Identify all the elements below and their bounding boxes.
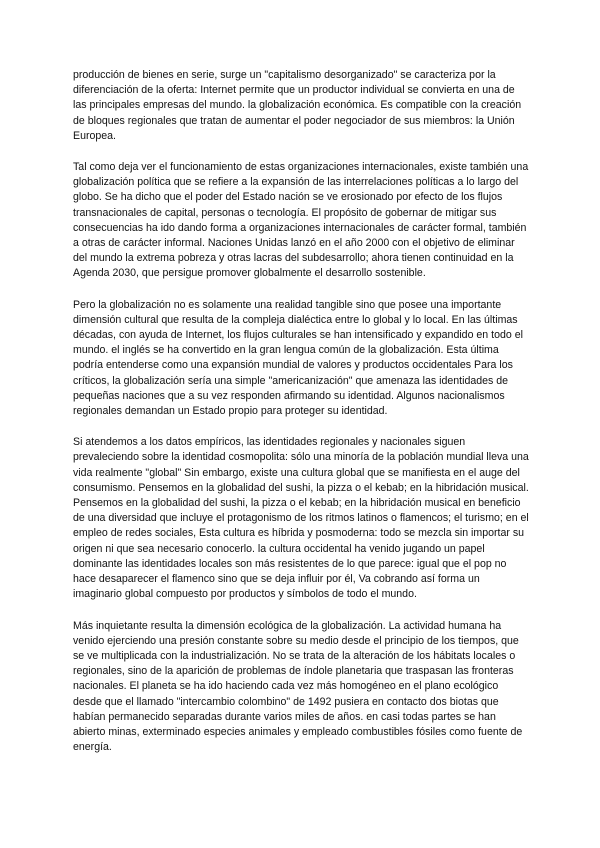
paragraph-economic-globalization: producción de bienes en serie, surge un "capitalismo desorganizado" se caracteriza por la diferenciación de la oferta: Internet permite que un productor individual se convierta en una de las principales empresas del mundo. la globalización económica. Es compatible con la creación de bloques regionales que tratan de aumentar el poder negociador de sus miembros: la Unión Europea. bbox=[73, 69, 522, 142]
paragraph-identities: Si atendemos a los datos empíricos, las identidades regionales y nacionales siguen prevaleciendo sobre la identidad cosmopolita: sólo una minoría de la población mundial lleva una vida realmente "global" Sin embargo, existe una cultura global que se manifiesta en el auge del consumismo. Pensemos en la globalidad del sushi, la pizza o el kebab; en la hibridación musical. Pensemos en la globalidad del sushi, la pizza o el kebab; en la hibridación musical en beneficio de una diversidad que incluye el protagonismo de los ritmos latinos o flamencos; el turismo; en el empleo de redes sociales, Esta cultura es híbrida y posmoderna: todo se mezcla sin importar su origen ni que sea necesario conocerlo. la cultura occidental ha venido jugando un papel dominante las identidades locales son más resistentes de lo que parece: igual que el pop no hace desaparecer el flamenco sino que se deja influir por él, Va cobrando así forma un imaginario global compuesto por productos y símbolos de todo el mundo. bbox=[73, 436, 529, 601]
paragraph-political-globalization: Tal como deja ver el funcionamiento de estas organizaciones internacionales, existe también una globalización política que se refiere a la expansión de las interrelaciones políticas a lo largo del globo. Se ha dicho que el poder del Estado nación se ve erosionado por efecto de los flujos transnacionales de capital, personas o tecnología. El propósito de gobernar de mitigar sus consecuencias ha ido dando forma a organizaciones internacionales de carácter formal, también a otras de carácter informal. Naciones Unidas lanzó en el año 2000 con el objetivo de eliminar del mundo la extrema pobreza y otras lacras del subdesarrollo; ahora tienen continuidad en la Agenda 2030, que persigue promover globalmente el desarrollo sostenible. bbox=[73, 161, 529, 280]
document-page bbox=[73, 68, 529, 771]
paragraph-cultural-globalization: Pero la globalización no es solamente una realidad tangible sino que posee una importante dimensión cultural que resulta de la compleja dialéctica entre lo global y lo local. En las últimas décadas, con ayuda de Internet, los flujos culturales se han intensificado y expandido en todo el mundo. el inglés se ha convertido en la gran lengua común de la globalización. Esta última podría entenderse como una expansión mundial de valores y productos occidentales Para los críticos, la globalización sería una simple "americanización" que amenaza las identidades de pequeñas naciones que a su vez responden afirmando su identidad. Algunos nacionalismos regionales demandan un Estado propio para proteger su identidad. bbox=[73, 298, 523, 418]
paragraph-ecological-globalization: Más inquietante resulta la dimensión ecológica de la globalización. La actividad humana ha venido ejerciendo una presión constante sobre su medio desde el principio de los tiempos, que se ve multiplicada con la industrialización. No se trata de la alteración de los hábitats locales o regionales, sino de la aparición de problemas de índole planetaria que traspasan las fronteras nacionales. El planeta se ha ido haciendo cada vez más homogéneo en el plano ecológico desde que el llamado "intercambio colombino" de 1492 pusiera en contacto dos biotas que habían permanecido separadas durante varios miles de años. en casi todas partes se han abierto minas, exterminado especies animales y empleado combustibles fósiles como fuente de energía. bbox=[73, 619, 523, 754]
